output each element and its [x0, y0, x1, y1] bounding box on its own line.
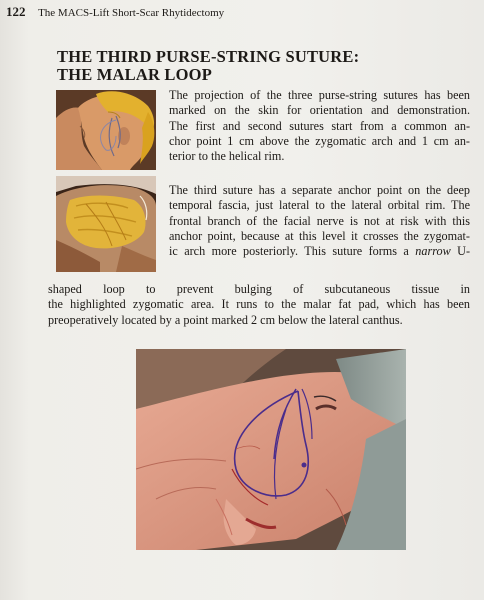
paragraph-1-line: The first and second sutures start from a common an-: [169, 118, 470, 133]
running-header: [6, 4, 476, 22]
section-heading-line-2: THE MALAR LOOP: [57, 65, 212, 84]
paragraph-2-line: temporal fascia, just lateral to the lateral orbital rim. The: [169, 198, 470, 213]
paragraph-1-line: terior to the helical rim.: [169, 149, 285, 164]
paragraph-2-full-width: [48, 282, 470, 328]
paragraph-2-wrapped: [169, 183, 470, 259]
paragraph-2-line: The third suture has a separate anchor point on the deep: [169, 183, 470, 197]
clinical-photograph: [136, 349, 406, 550]
illustration-head-profile: [56, 90, 156, 170]
illustration-dissection: [56, 176, 156, 272]
paragraph-2-line: the highlighted zygomatic area. It runs to the malar fat pad, which has been: [48, 297, 470, 312]
paragraph-2-line: preoperatively located by a point marked 2 cm below the lateral canthus.: [48, 312, 403, 327]
paragraph-2-line-emphasis: [169, 244, 470, 259]
paragraph-2-line-end: U-: [457, 244, 471, 259]
paragraph-2-line: frontal branch of the facial nerve is not at risk with this: [169, 213, 470, 228]
paragraph-2-line: anchor point, because at this level it crosses the zygomat-: [169, 228, 470, 243]
paragraph-2-line-start: ic arch more posteriorly. This suture forms a: [169, 244, 409, 259]
running-title: The MACS-Lift Short-Scar Rhytidectomy: [38, 7, 225, 19]
section-heading: [57, 48, 457, 84]
paragraph-1: [169, 88, 470, 164]
page-number: 122: [6, 4, 26, 19]
emphasis-narrow: narrow: [415, 244, 451, 259]
paragraph-1-line: The projection of the three purse-string sutures has been: [169, 88, 470, 102]
paragraph-1-line: chor point 1 cm above the zygomatic arch and 1 cm an-: [169, 133, 470, 148]
paragraph-2-line: shaped loop to prevent bulging of subcutaneous tissue in: [48, 282, 470, 296]
section-heading-line-1: THE THIRD PURSE-STRING SUTURE:: [57, 47, 360, 66]
paragraph-1-line: marked on the skin for orientation and demonstration.: [169, 103, 470, 118]
